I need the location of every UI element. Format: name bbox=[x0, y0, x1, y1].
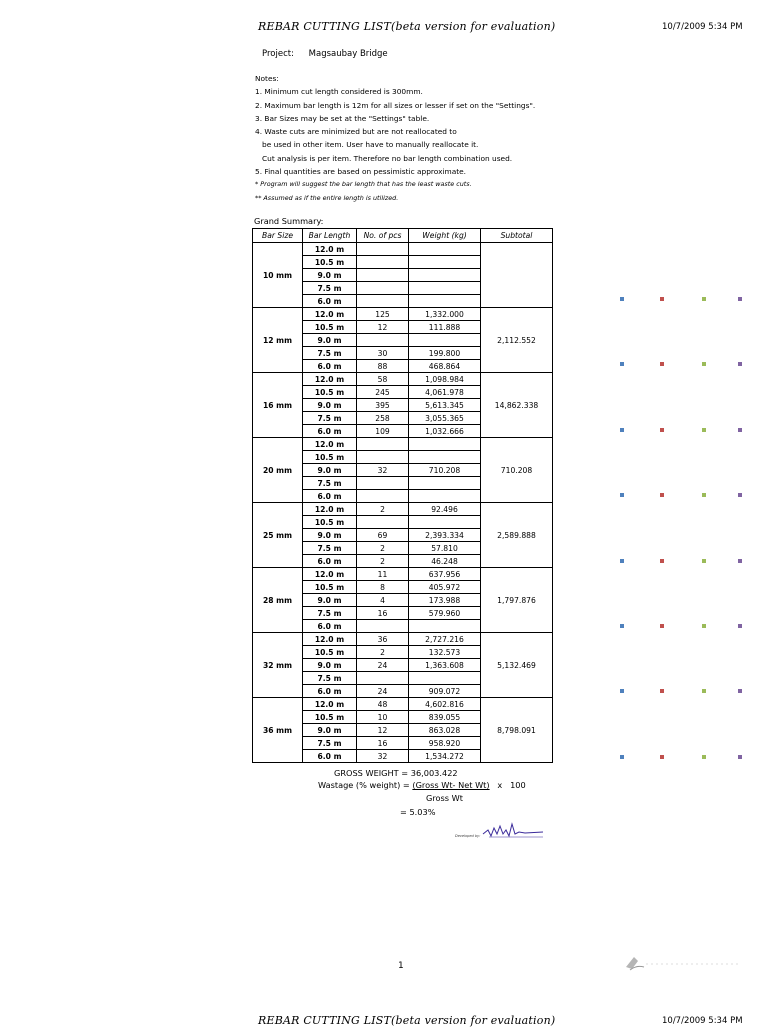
bar-length-cell: 9.0 m bbox=[303, 594, 357, 607]
color-marker bbox=[660, 624, 664, 628]
weight-cell: 5,613.345 bbox=[409, 399, 481, 412]
pcs-cell: 32 bbox=[357, 464, 409, 477]
weight-cell bbox=[409, 282, 481, 295]
table-row bbox=[253, 308, 553, 321]
table-row bbox=[253, 243, 553, 256]
pcs-cell: 12 bbox=[357, 724, 409, 737]
color-marker bbox=[702, 428, 706, 432]
table-row bbox=[253, 633, 553, 646]
pcs-cell: 58 bbox=[357, 373, 409, 386]
report-title: REBAR CUTTING LIST(beta version for evaluation) bbox=[258, 20, 556, 33]
weight-cell bbox=[409, 243, 481, 256]
developer-signature bbox=[455, 820, 547, 844]
developed-by-label: Developed by: bbox=[455, 834, 481, 838]
bar-length-cell: 12.0 m bbox=[303, 438, 357, 451]
bar-size-cell: 16 mm bbox=[253, 373, 303, 438]
weight-cell: 909.072 bbox=[409, 685, 481, 698]
bar-length-cell: 12.0 m bbox=[303, 308, 357, 321]
bar-size-cell: 28 mm bbox=[253, 568, 303, 633]
pcs-cell: 16 bbox=[357, 607, 409, 620]
bar-length-cell: 9.0 m bbox=[303, 334, 357, 347]
color-marker bbox=[738, 297, 742, 301]
pcs-cell: 88 bbox=[357, 360, 409, 373]
note-footnote: ** Assumed as if the entire length is utilized. bbox=[255, 193, 399, 202]
bar-length-cell: 7.5 m bbox=[303, 737, 357, 750]
color-marker bbox=[660, 755, 664, 759]
weight-cell bbox=[409, 256, 481, 269]
gross-weight-value: 36,003.422 bbox=[410, 768, 458, 778]
pcs-cell: 32 bbox=[357, 750, 409, 763]
color-marker bbox=[660, 559, 664, 563]
bar-length-cell: 7.5 m bbox=[303, 607, 357, 620]
bar-length-cell: 10.5 m bbox=[303, 386, 357, 399]
weight-cell: 4,061.978 bbox=[409, 386, 481, 399]
color-marker bbox=[660, 362, 664, 366]
color-marker bbox=[738, 755, 742, 759]
bar-length-cell: 6.0 m bbox=[303, 620, 357, 633]
pcs-cell bbox=[357, 334, 409, 347]
color-marker bbox=[620, 624, 624, 628]
note-line: 3. Bar Sizes may be set at the "Settings" table. bbox=[255, 113, 430, 123]
weight-cell: 1,363.608 bbox=[409, 659, 481, 672]
bar-length-cell: 6.0 m bbox=[303, 555, 357, 568]
pcs-cell bbox=[357, 295, 409, 308]
notes-title: Notes: bbox=[255, 74, 279, 83]
subtotal-cell: 5,132.469 bbox=[481, 633, 553, 698]
bar-length-cell: 12.0 m bbox=[303, 373, 357, 386]
subtotal-cell: 1,797.876 bbox=[481, 568, 553, 633]
pcs-cell bbox=[357, 516, 409, 529]
bar-size-cell: 20 mm bbox=[253, 438, 303, 503]
weight-cell bbox=[409, 490, 481, 503]
table-row bbox=[253, 698, 553, 711]
color-marker bbox=[702, 755, 706, 759]
color-marker bbox=[702, 689, 706, 693]
bar-length-cell: 7.5 m bbox=[303, 542, 357, 555]
bar-length-cell: 10.5 m bbox=[303, 581, 357, 594]
color-marker bbox=[738, 559, 742, 563]
pcs-cell bbox=[357, 256, 409, 269]
weight-cell bbox=[409, 620, 481, 633]
pcs-cell: 36 bbox=[357, 633, 409, 646]
bar-length-cell: 12.0 m bbox=[303, 568, 357, 581]
note-footnote: * Program will suggest the bar length that has the least waste cuts. bbox=[255, 180, 472, 189]
color-marker bbox=[660, 428, 664, 432]
pcs-cell bbox=[357, 243, 409, 256]
wastage-result: = 5.03% bbox=[400, 807, 436, 817]
weight-cell: 173.988 bbox=[409, 594, 481, 607]
pcs-cell bbox=[357, 490, 409, 503]
weight-cell bbox=[409, 451, 481, 464]
pcs-cell: 16 bbox=[357, 737, 409, 750]
report-datetime: 10/7/2009 5:34 PM bbox=[662, 22, 743, 32]
weight-cell: 3,055.365 bbox=[409, 412, 481, 425]
bar-size-cell: 36 mm bbox=[253, 698, 303, 763]
pcs-cell: 245 bbox=[357, 386, 409, 399]
subtotal-cell: 14,862.338 bbox=[481, 373, 553, 438]
bar-length-cell: 10.5 m bbox=[303, 646, 357, 659]
weight-cell: 46.248 bbox=[409, 555, 481, 568]
grand-summary-label: Grand Summary: bbox=[254, 216, 324, 226]
color-marker bbox=[702, 559, 706, 563]
subtotal-cell: 8,798.091 bbox=[481, 698, 553, 763]
pcs-cell bbox=[357, 620, 409, 633]
weight-cell: 92.496 bbox=[409, 503, 481, 516]
signature-icon bbox=[455, 820, 547, 844]
notes-section bbox=[255, 72, 535, 205]
note-line: Cut analysis is per item. Therefore no bar length combination used. bbox=[262, 153, 513, 163]
pcs-cell: 2 bbox=[357, 555, 409, 568]
bar-length-cell: 7.5 m bbox=[303, 477, 357, 490]
pcs-cell: 24 bbox=[357, 659, 409, 672]
color-marker bbox=[702, 297, 706, 301]
pcs-cell: 2 bbox=[357, 646, 409, 659]
table-header-row bbox=[253, 229, 553, 243]
bar-length-cell: 9.0 m bbox=[303, 269, 357, 282]
weight-cell bbox=[409, 477, 481, 490]
project-name: Magsaubay Bridge bbox=[308, 49, 388, 59]
pcs-cell: 10 bbox=[357, 711, 409, 724]
formula-hundred: 100 bbox=[510, 780, 526, 790]
bar-size-cell: 12 mm bbox=[253, 308, 303, 373]
report-title-next-page: REBAR CUTTING LIST(beta version for evaluation) bbox=[258, 1014, 556, 1027]
bar-length-cell: 12.0 m bbox=[303, 633, 357, 646]
report-datetime-next-page: 10/7/2009 5:34 PM bbox=[662, 1016, 743, 1026]
weight-cell: 579.960 bbox=[409, 607, 481, 620]
color-marker bbox=[620, 428, 624, 432]
weight-cell: 405.972 bbox=[409, 581, 481, 594]
weight-cell: 468.864 bbox=[409, 360, 481, 373]
bar-size-cell: 10 mm bbox=[253, 243, 303, 308]
pcs-cell bbox=[357, 282, 409, 295]
pcs-cell: 4 bbox=[357, 594, 409, 607]
note-line: be used in other item. User have to manually reallocate it. bbox=[262, 140, 479, 150]
bar-length-cell: 10.5 m bbox=[303, 256, 357, 269]
weight-cell bbox=[409, 516, 481, 529]
bar-length-cell: 9.0 m bbox=[303, 659, 357, 672]
bar-length-cell: 9.0 m bbox=[303, 464, 357, 477]
weight-cell: 1,332.000 bbox=[409, 308, 481, 321]
pcs-cell bbox=[357, 451, 409, 464]
pcs-cell: 8 bbox=[357, 581, 409, 594]
pcs-cell: 30 bbox=[357, 347, 409, 360]
weight-cell: 1,032.666 bbox=[409, 425, 481, 438]
color-marker bbox=[620, 689, 624, 693]
subtotal-cell: 2,112.552 bbox=[481, 308, 553, 373]
weight-cell: 1,098.984 bbox=[409, 373, 481, 386]
weight-cell: 710.208 bbox=[409, 464, 481, 477]
weight-cell bbox=[409, 672, 481, 685]
bar-length-cell: 10.5 m bbox=[303, 516, 357, 529]
table-row bbox=[253, 438, 553, 451]
weight-cell: 4,602.816 bbox=[409, 698, 481, 711]
bar-length-cell: 6.0 m bbox=[303, 425, 357, 438]
bar-length-cell: 10.5 m bbox=[303, 451, 357, 464]
color-marker bbox=[620, 559, 624, 563]
rebar-summary-table bbox=[252, 228, 553, 763]
project-line bbox=[262, 49, 388, 59]
table-row bbox=[253, 568, 553, 581]
weight-cell: 57.810 bbox=[409, 542, 481, 555]
note-line: 5. Final quantities are based on pessimistic approximate. bbox=[255, 167, 467, 177]
weight-cell: 2,727.216 bbox=[409, 633, 481, 646]
color-marker bbox=[738, 689, 742, 693]
wastage-formula-numerator: (Gross Wt- Net Wt) bbox=[412, 780, 490, 790]
bar-length-cell: 6.0 m bbox=[303, 685, 357, 698]
pcs-cell: 109 bbox=[357, 425, 409, 438]
pcs-cell bbox=[357, 438, 409, 451]
weight-cell: 958.920 bbox=[409, 737, 481, 750]
header-weight: Weight (kg) bbox=[409, 229, 481, 243]
pcs-cell bbox=[357, 477, 409, 490]
pcs-cell: 12 bbox=[357, 321, 409, 334]
pcs-cell bbox=[357, 672, 409, 685]
pcs-cell: 2 bbox=[357, 503, 409, 516]
subtotal-cell: 710.208 bbox=[481, 438, 553, 503]
weight-cell bbox=[409, 438, 481, 451]
color-marker bbox=[620, 297, 624, 301]
weight-cell: 637.956 bbox=[409, 568, 481, 581]
gross-weight-line bbox=[334, 768, 458, 778]
subtotal-cell bbox=[481, 243, 553, 308]
pcs-cell: 48 bbox=[357, 698, 409, 711]
note-line: 4. Waste cuts are minimized but are not reallocated to bbox=[255, 127, 457, 137]
note-line: 2. Maximum bar length is 12m for all sizes or lesser if set on the "Settings". bbox=[255, 100, 536, 110]
header-bar-length: Bar Length bbox=[303, 229, 357, 243]
header-bar-size: Bar Size bbox=[253, 229, 303, 243]
bar-length-cell: 12.0 m bbox=[303, 243, 357, 256]
subtotal-cell: 2,589.888 bbox=[481, 503, 553, 568]
bar-length-cell: 10.5 m bbox=[303, 321, 357, 334]
pcs-cell: 11 bbox=[357, 568, 409, 581]
weight-cell bbox=[409, 295, 481, 308]
bar-length-cell: 7.5 m bbox=[303, 347, 357, 360]
color-marker bbox=[660, 297, 664, 301]
bar-size-cell: 25 mm bbox=[253, 503, 303, 568]
weight-cell bbox=[409, 269, 481, 282]
color-marker bbox=[738, 428, 742, 432]
weight-cell bbox=[409, 334, 481, 347]
pcs-cell: 395 bbox=[357, 399, 409, 412]
pcs-cell: 24 bbox=[357, 685, 409, 698]
wastage-label: Wastage (% weight) = bbox=[318, 780, 410, 790]
weight-cell: 199.800 bbox=[409, 347, 481, 360]
note-line: 1. Minimum cut length considered is 300mm. bbox=[255, 87, 423, 97]
pcs-cell: 2 bbox=[357, 542, 409, 555]
weight-cell: 2,393.334 bbox=[409, 529, 481, 542]
table-row bbox=[253, 503, 553, 516]
bar-length-cell: 7.5 m bbox=[303, 412, 357, 425]
bar-length-cell: 10.5 m bbox=[303, 711, 357, 724]
wastage-formula-denominator: Gross Wt bbox=[426, 793, 463, 803]
bar-length-cell: 12.0 m bbox=[303, 503, 357, 516]
color-marker bbox=[702, 493, 706, 497]
bar-length-cell: 9.0 m bbox=[303, 724, 357, 737]
bar-size-cell: 32 mm bbox=[253, 633, 303, 698]
color-marker bbox=[702, 624, 706, 628]
color-marker bbox=[620, 362, 624, 366]
weight-cell: 839.055 bbox=[409, 711, 481, 724]
weight-cell: 111.888 bbox=[409, 321, 481, 334]
pcs-cell: 258 bbox=[357, 412, 409, 425]
header-no-of-pcs: No. of pcs bbox=[357, 229, 409, 243]
bar-length-cell: 7.5 m bbox=[303, 672, 357, 685]
color-marker bbox=[702, 362, 706, 366]
header-subtotal: Subtotal bbox=[481, 229, 553, 243]
color-marker bbox=[660, 689, 664, 693]
page-number: 1 bbox=[398, 961, 404, 971]
bar-length-cell: 9.0 m bbox=[303, 529, 357, 542]
pcs-cell: 69 bbox=[357, 529, 409, 542]
weight-cell: 863.028 bbox=[409, 724, 481, 737]
gross-weight-label: GROSS WEIGHT = bbox=[334, 768, 409, 778]
project-label: Project: bbox=[262, 49, 294, 59]
color-marker bbox=[660, 493, 664, 497]
bar-length-cell: 6.0 m bbox=[303, 490, 357, 503]
color-marker bbox=[738, 362, 742, 366]
weight-cell: 132.573 bbox=[409, 646, 481, 659]
watermark-logo-icon bbox=[622, 953, 742, 973]
bar-length-cell: 6.0 m bbox=[303, 360, 357, 373]
color-marker bbox=[738, 493, 742, 497]
color-marker bbox=[620, 755, 624, 759]
bar-length-cell: 9.0 m bbox=[303, 399, 357, 412]
table-row bbox=[253, 373, 553, 386]
pcs-cell: 125 bbox=[357, 308, 409, 321]
color-marker bbox=[620, 493, 624, 497]
color-marker bbox=[738, 624, 742, 628]
formula-times: x bbox=[497, 780, 503, 790]
bar-length-cell: 7.5 m bbox=[303, 282, 357, 295]
bar-length-cell: 6.0 m bbox=[303, 295, 357, 308]
weight-cell: 1,534.272 bbox=[409, 750, 481, 763]
wastage-line bbox=[318, 780, 526, 790]
bar-length-cell: 6.0 m bbox=[303, 750, 357, 763]
pcs-cell bbox=[357, 269, 409, 282]
bar-length-cell: 12.0 m bbox=[303, 698, 357, 711]
